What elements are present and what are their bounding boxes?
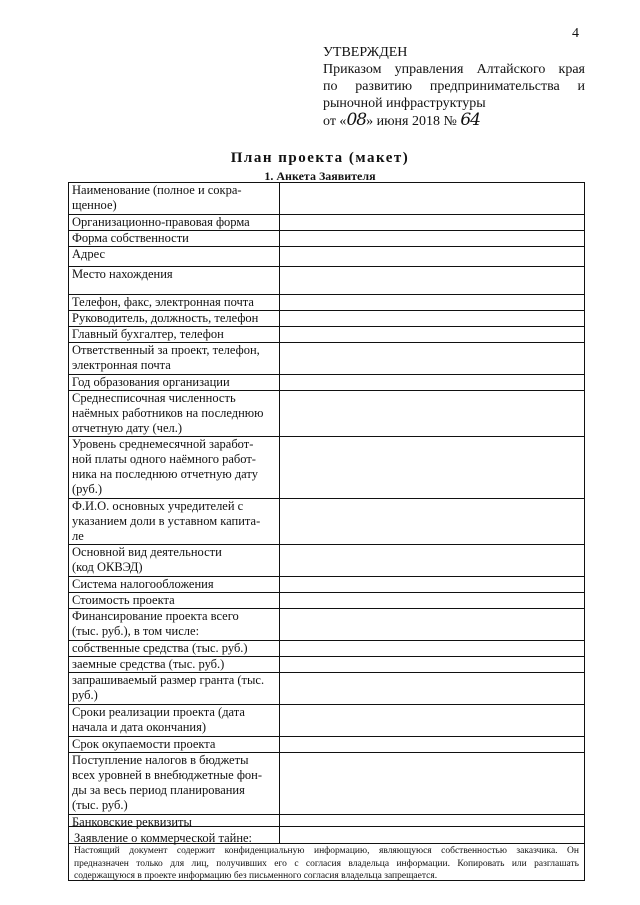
form-row-value-cell[interactable] — [280, 737, 585, 753]
form-row — [69, 343, 585, 375]
form-row — [69, 577, 585, 593]
form-row — [69, 737, 585, 753]
form-row-label: Руководитель, должность, телефон — [69, 311, 280, 327]
form-row-value-cell[interactable] — [280, 545, 585, 577]
form-row — [69, 593, 585, 609]
approval-line-3: рыночной инфраструктуры — [323, 96, 486, 111]
approval-stamp — [323, 44, 585, 130]
approval-date-line — [323, 112, 585, 130]
form-row-value-cell[interactable] — [280, 247, 585, 267]
form-row — [69, 545, 585, 577]
form-row — [69, 215, 585, 231]
form-row-value-cell[interactable] — [280, 657, 585, 673]
confidentiality-notice — [68, 826, 585, 881]
form-row-value-cell[interactable] — [280, 437, 585, 499]
form-row-value-cell[interactable] — [280, 499, 585, 545]
form-row-label: Ответственный за проект, телефон, электронная почта — [69, 343, 280, 375]
form-row-label: Сроки реализации проекта (дата начала и дата окончания) — [69, 705, 280, 737]
form-row-label: Банковские реквизиты — [69, 815, 280, 844]
handwritten-order-number: 64 — [460, 110, 480, 130]
form-row — [69, 183, 585, 215]
form-row-label: запрашиваемый размер гранта (тыс. руб.) — [69, 673, 280, 705]
form-row-value-cell[interactable] — [280, 609, 585, 641]
form-row — [69, 657, 585, 673]
approval-heading: УТВЕРЖДЕН — [323, 45, 408, 60]
form-row-label: Адрес — [69, 247, 280, 267]
form-row-label: Год образования организации — [69, 375, 280, 391]
form-row — [69, 437, 585, 499]
form-row-value-cell[interactable] — [280, 231, 585, 247]
form-row-label: Основной вид деятельности (код ОКВЭД) — [69, 545, 280, 577]
date-prefix: от « — [323, 114, 347, 129]
approval-line-2: по развитию предпринимательства и — [323, 79, 585, 94]
form-row-value-cell[interactable] — [280, 343, 585, 375]
form-row — [69, 673, 585, 705]
form-row-value-cell[interactable] — [280, 267, 585, 295]
form-row-value-cell[interactable] — [280, 705, 585, 737]
handwritten-day: 08 — [346, 110, 367, 130]
form-row — [69, 641, 585, 657]
form-row-label: Финансирование проекта всего (тыс. руб.), в том числе: — [69, 609, 280, 641]
form-row — [69, 231, 585, 247]
form-row-label: Форма собственности — [69, 231, 280, 247]
form-row-value-cell[interactable] — [280, 375, 585, 391]
form-row-value-cell[interactable] — [280, 215, 585, 231]
form-row-label: Среднесписочная численность наёмных работников на последнюю отчетную дату (чел.) — [69, 391, 280, 437]
date-mid: » июня 2018 № — [366, 114, 457, 129]
applicant-form-table — [68, 182, 585, 844]
form-row-label: Телефон, факс, электронная почта — [69, 295, 280, 311]
form-row — [69, 391, 585, 437]
form-row-value-cell[interactable] — [280, 673, 585, 705]
form-row-label: Система налогообложения — [69, 577, 280, 593]
form-row-value-cell[interactable] — [280, 311, 585, 327]
form-row-value-cell[interactable] — [280, 641, 585, 657]
page-number: 4 — [572, 26, 579, 41]
form-row-label: Ф.И.О. основных учредителей с указанием доли в уставном капита- ле — [69, 499, 280, 545]
form-row-label: собственные средства (тыс. руб.) — [69, 641, 280, 657]
form-row — [69, 499, 585, 545]
form-row-label: Место нахождения — [69, 267, 280, 295]
form-row-value-cell[interactable] — [280, 577, 585, 593]
notice-title: Заявление о коммерческой тайне: — [74, 831, 253, 845]
form-row — [69, 311, 585, 327]
section-title: 1. Анкета Заявителя — [264, 169, 376, 183]
form-row-label: Главный бухгалтер, телефон — [69, 327, 280, 343]
form-row — [69, 375, 585, 391]
form-row-value-cell[interactable] — [280, 753, 585, 815]
form-row — [69, 295, 585, 311]
document-title: План проекта (макет) — [230, 150, 410, 166]
form-row-label: Поступление налогов в бюджеты всех уровней в внебюджетные фон- ды за весь период планирования (тыс. руб.) — [69, 753, 280, 815]
form-row — [69, 327, 585, 343]
form-row-value-cell[interactable] — [280, 391, 585, 437]
form-row-value-cell[interactable] — [280, 593, 585, 609]
form-row-label: Стоимость проекта — [69, 593, 280, 609]
form-row — [69, 609, 585, 641]
notice-text: Настоящий документ содержит конфиденциальную информацию, являющуюся собственностью заказчика. Он предназначен только для лиц, получивших его с согласия владельца информации. Копировать или разглашать содержащуюся в проекте информацию без письменного согласия владельца запрещается. — [74, 846, 579, 881]
form-row-label: заемные средства (тыс. руб.) — [69, 657, 280, 673]
form-row-value-cell[interactable] — [280, 327, 585, 343]
form-row — [69, 267, 585, 295]
form-row — [69, 753, 585, 815]
form-row-label: Организационно-правовая форма — [69, 215, 280, 231]
form-row — [69, 705, 585, 737]
form-row-label: Срок окупаемости проекта — [69, 737, 280, 753]
form-row — [69, 247, 585, 267]
form-row-value-cell[interactable] — [280, 183, 585, 215]
approval-line-1: Приказом управления Алтайского края — [323, 62, 585, 77]
form-row-label: Уровень среднемесячной заработ- ной платы одного наёмного работ- ника на последнюю отчетную дату (руб.) — [69, 437, 280, 499]
form-row-value-cell[interactable] — [280, 295, 585, 311]
form-row-label: Наименование (полное и сокра- щенное) — [69, 183, 280, 215]
